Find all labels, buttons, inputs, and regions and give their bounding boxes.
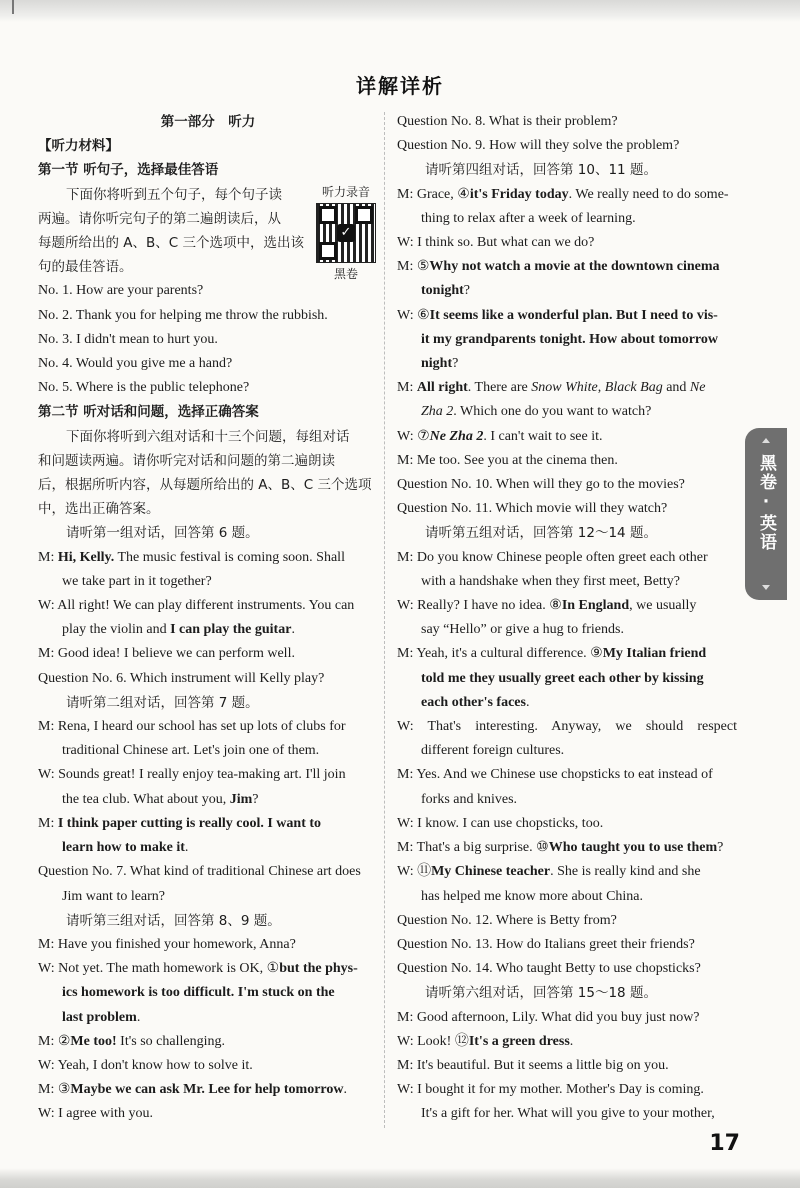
answer-text: told me they usually greet each other by kissing	[421, 670, 704, 686]
answer-text: it's Friday today	[469, 186, 569, 202]
line-text: M: Grace,	[397, 186, 458, 202]
qr-finder	[319, 206, 337, 224]
question-line: Question No. 9. How will they solve the problem?	[397, 138, 680, 154]
arrow-down-icon	[762, 585, 770, 590]
sentence-item: No. 1. How are your parents?	[38, 283, 204, 299]
dialogue-line	[38, 618, 378, 642]
line-text: W: Look!	[397, 1033, 455, 1049]
answer-text: My Italian friend	[602, 646, 707, 662]
dialogue-line: with a handshake when they first meet, Betty?	[421, 573, 680, 589]
line-text: .	[525, 694, 530, 710]
intro-line: 两遍。请你听完句子的第二遍朗读后，从	[38, 210, 281, 227]
line-text: .	[184, 840, 189, 856]
scan-bottom-edge	[0, 1168, 800, 1188]
dialogue-line: say “Hello” or give a hug to friends.	[421, 622, 624, 638]
question-line: Question No. 8. What is their problem?	[397, 114, 618, 129]
dialogue-line	[38, 981, 378, 1005]
answer-text: each other's faces	[421, 694, 526, 710]
side-tab[interactable]	[745, 428, 787, 600]
qr-finder	[319, 242, 337, 260]
question-line: Question No. 13. How do Italians greet their friends?	[397, 936, 695, 952]
intro-line: 和问题读两遍。请你听完对话和问题的第二遍朗读	[38, 452, 335, 469]
qr-caption: 听力录音	[321, 184, 370, 199]
line-text: M: That's a big surprise.	[397, 840, 537, 856]
dialogue-line: M: That's a big surprise. ⑩Who taught you to use them?	[397, 840, 724, 856]
intro-line: 下面你将听到五个句子，每个句子读	[66, 186, 282, 203]
question-line: Question No. 11. Which movie will they watch?	[397, 501, 668, 517]
line-text: ?	[252, 791, 259, 807]
question-line: Question No. 10. When will they go to the movies?	[397, 477, 685, 493]
dialogue-line: M: I think paper cutting is really cool. I want to	[38, 815, 322, 831]
answer-marker: ⑫	[454, 1033, 469, 1049]
dialogue-line: M: Have you finished your homework, Anna?	[38, 936, 296, 952]
qr-block	[314, 183, 378, 283]
qr-code[interactable]	[316, 203, 376, 263]
dialogue-line: W: I know. I can use chopsticks, too.	[397, 815, 604, 831]
dialogue-line: M: Do you know Chinese people often greet each other	[397, 549, 708, 565]
answer-text: Why not watch a movie at the downtown cinema	[429, 259, 720, 275]
line-text: .	[291, 622, 295, 638]
line-text: ,	[597, 380, 605, 396]
dialogue-line	[38, 788, 378, 812]
line-text: W: Really? I have no idea.	[397, 598, 550, 614]
movie-title: Black Bag	[604, 380, 663, 396]
line-text: . There are	[467, 380, 532, 396]
dialogue-instruction: 请听第一组对话，回答第 6 题。	[66, 525, 259, 542]
dialogue-line: M: Yes. And we Chinese use chopsticks to eat instead of	[397, 767, 713, 783]
answer-text: learn how to make it	[62, 840, 185, 856]
dialogue-line: W: I think so. But what can we do?	[397, 235, 595, 251]
dialogue-instruction: 请听第四组对话，回答第 10、11 题。	[425, 162, 657, 179]
section2-title: 第二节 听对话和问题，选择正确答案	[38, 404, 259, 421]
dialogue-instruction: 请听第二组对话，回答第 7 题。	[66, 694, 259, 711]
answer-marker: ①	[266, 961, 280, 977]
dialogue-line: M: ②Me too! It's so challenging.	[38, 1033, 225, 1049]
qr-finder	[355, 206, 373, 224]
line-text: The music festival is coming soon. Shall	[114, 549, 345, 565]
answer-text: it my grandparents tonight. How about tomorrow	[421, 331, 718, 347]
movie-title: Ne	[689, 380, 706, 396]
materials-label: 【听力材料】	[38, 138, 119, 155]
check-icon: ✓	[337, 224, 355, 242]
intro-line: 中，选出正确答案。	[38, 501, 160, 518]
dialogue-line: M: Me too. See you at the cinema then.	[397, 452, 618, 468]
dialogue-line: W: ⑪My Chinese teacher. She is really kind and she	[397, 864, 701, 880]
right-column	[397, 110, 737, 1127]
dialogue-line: It's a gift for her. What will you give to your mother,	[421, 1106, 715, 1122]
answer-text: Ne Zha 2	[429, 428, 484, 444]
page-number: 17	[709, 1131, 740, 1156]
dialogue-line	[38, 957, 378, 981]
line-text: . We really need to do some-	[568, 186, 729, 202]
line-text: play the violin and	[62, 622, 171, 638]
sentence-item: No. 2. Thank you for helping me throw the rubbish.	[38, 307, 328, 323]
question-line: Question No. 7. What kind of traditional Chinese art does	[38, 864, 361, 880]
answer-text: It seems like a wonderful plan. But I need to vis-	[429, 307, 718, 323]
line-text: . I can't wait to see it.	[483, 428, 603, 444]
dialogue-line: M: ③Maybe we can ask Mr. Lee for help tomorrow.	[38, 1082, 347, 1098]
intro-line: 后，根据所听内容，从每题所给出的 A、B、C 三个选项	[38, 477, 372, 494]
dialogue-line: we take part in it together?	[62, 573, 212, 589]
dialogue-line	[397, 400, 737, 424]
question-line: Question No. 12. Where is Betty from?	[397, 912, 617, 928]
answer-text: last problem	[62, 1009, 137, 1025]
part-title: 第一部分 听力	[160, 114, 256, 130]
dialogue-instruction: 请听第五组对话，回答第 12～14 题。	[425, 525, 657, 542]
answer-marker: ④	[457, 186, 470, 202]
dialogue-line: W: ⑦Ne Zha 2. I can't wait to see it.	[397, 428, 603, 444]
answer-marker: ⑦	[417, 428, 430, 444]
line-text: , we usually	[629, 598, 697, 614]
line-text: M: Yeah, it's a cultural difference.	[397, 646, 591, 662]
intro-line: 句的最佳答语。	[38, 259, 133, 276]
dialogue-line	[38, 836, 378, 860]
speaker: M:	[38, 549, 58, 565]
answer-text: Maybe we can ask Mr. Lee for help tomorrow	[70, 1082, 344, 1098]
sentence-item: No. 5. Where is the public telephone?	[38, 380, 250, 396]
dialogue-line	[397, 183, 737, 207]
section1-intro	[38, 183, 378, 280]
line-text: ?	[452, 356, 459, 372]
line-text: .	[569, 1033, 574, 1049]
answer-text: I think paper cutting is really cool. I want to	[57, 815, 322, 831]
left-column	[38, 110, 378, 1127]
line-text: ?	[463, 283, 471, 299]
dialogue-line	[397, 328, 737, 352]
sentence-item: No. 4. Would you give me a hand?	[38, 356, 233, 372]
page-title: 详解详析	[356, 74, 444, 98]
dialogue-line: M: Rena, I heard our school has set up lots of clubs for	[38, 719, 346, 735]
answer-text: but the phys-	[279, 961, 358, 977]
line-text: .	[136, 1009, 141, 1025]
dialogue-line: W: Yeah, I don't know how to solve it.	[38, 1057, 253, 1073]
scan-top-edge	[0, 0, 800, 22]
dialogue-line: W: ⑥It seems like a wonderful plan. But I need to vis-	[397, 307, 718, 323]
scan-mark	[12, 0, 14, 14]
answer-marker: ③	[57, 1082, 71, 1098]
dialogue-instruction: 请听第三组对话，回答第 8、9 题。	[66, 912, 281, 929]
answer-marker: ⑥	[417, 307, 430, 323]
qr-brand: 黑卷	[333, 266, 358, 281]
line-text: . Which one do you want to watch?	[453, 404, 652, 420]
answer-text: Who taught you to use them	[548, 840, 718, 856]
section1-title: 第一节 听句子，选择最佳答语	[38, 162, 219, 179]
dialogue-line: M: It's beautiful. But it seems a little big on you.	[397, 1057, 669, 1073]
dialogue-line: different foreign cultures.	[421, 743, 565, 759]
intro-line: 每题所给出的 A、B、C 三个选项中，选出该	[38, 235, 305, 252]
movie-title: Zha 2	[421, 404, 454, 420]
line-text: W: Not yet. The math homework is OK,	[38, 961, 267, 977]
line-text: and	[662, 380, 690, 396]
sentence-item: No. 3. I didn't mean to hurt you.	[38, 331, 218, 347]
dialogue-line: W: All right! We can play different instruments. You can	[38, 598, 355, 614]
dialogue-line: thing to relax after a week of learning.	[421, 210, 636, 226]
answer-text: My Chinese teacher	[431, 864, 551, 880]
answer-text: night	[421, 356, 453, 372]
answer-marker: ⑪	[417, 864, 432, 880]
answer-marker: ⑤	[416, 259, 430, 275]
dialogue-line	[397, 667, 737, 691]
answer-marker: ⑩	[536, 840, 549, 856]
line-text: the tea club. What about you,	[62, 791, 230, 807]
dialogue-line: M: Good idea! I believe we can perform well.	[38, 646, 295, 662]
answer-text: I can play the guitar	[170, 622, 292, 638]
answer-text: Me too!	[70, 1033, 117, 1049]
question-line: Question No. 6. Which instrument will Kelly play?	[38, 670, 325, 686]
answer-text: In England	[561, 598, 630, 614]
answer-text: Hi, Kelly.	[57, 549, 115, 565]
line-text: It's so challenging.	[116, 1033, 225, 1049]
dialogue-line: traditional Chinese art. Let's join one of them.	[62, 743, 320, 759]
dialogue-line: W: I agree with you.	[38, 1106, 153, 1122]
line-text: . She is really kind and she	[550, 864, 701, 880]
dialogue-line: W: That's interesting. Anyway, we should respect	[397, 719, 737, 735]
dialogue-line: has helped me know more about China.	[421, 888, 644, 904]
dialogue-line	[38, 546, 378, 570]
arrow-up-icon	[762, 438, 770, 443]
answer-marker: ⑧	[549, 598, 562, 614]
dialogue-line: M: ⑤Why not watch a movie at the downtown cinema	[397, 259, 720, 275]
question-line: Jim want to learn?	[62, 888, 166, 904]
dialogue-line	[38, 1006, 378, 1030]
question-line: Question No. 14. Who taught Betty to use chopsticks?	[397, 961, 701, 977]
answer-marker: ②	[57, 1033, 71, 1049]
answer-text: It's a green dress	[468, 1033, 570, 1049]
intro-line: 下面你将听到六组对话和十三个问题，每组对话	[66, 428, 350, 445]
movie-title: Snow White	[531, 380, 598, 396]
dialogue-line: forks and knives.	[421, 791, 518, 807]
dialogue-line	[397, 594, 737, 618]
dialogue-line: W: I bought it for my mother. Mother's Day is coming.	[397, 1082, 704, 1098]
answer-marker: ⑨	[590, 646, 603, 662]
dialogue-line: M: Good afternoon, Lily. What did you buy just now?	[397, 1009, 700, 1025]
column-divider	[384, 112, 386, 1128]
dialogue-line: W: Sounds great! I really enjoy tea-making art. I'll join	[38, 767, 346, 783]
dialogue-line: M: All right. There are Snow White, Black Bag and Ne	[397, 380, 706, 396]
side-tab-label: 黑卷·英语	[756, 454, 776, 552]
dialogue-line	[397, 279, 737, 303]
dialogue-line	[397, 1030, 737, 1054]
dialogue-instruction: 请听第六组对话，回答第 15～18 题。	[425, 985, 657, 1002]
dialogue-line	[397, 691, 737, 715]
dialogue-line	[397, 352, 737, 376]
dialogue-line	[397, 642, 737, 666]
answer-text: Jim	[229, 791, 253, 807]
answer-text: ics homework is too difficult. I'm stuck on the	[62, 985, 335, 1001]
answer-text: All right	[416, 380, 468, 396]
answer-text: tonight	[421, 283, 464, 299]
